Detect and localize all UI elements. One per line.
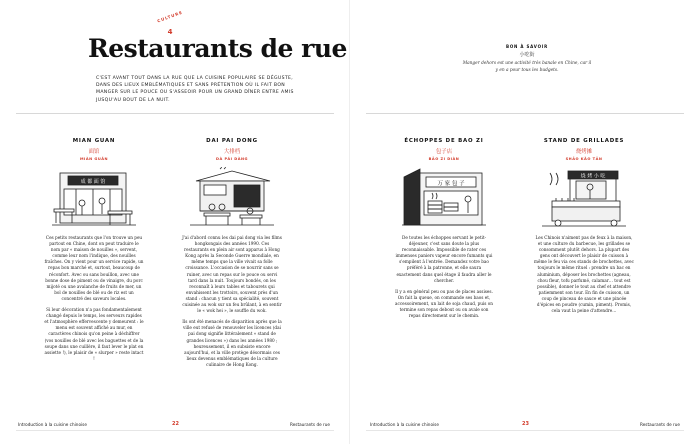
street-stall-illustration — [190, 167, 274, 231]
restaurant-chinese-name: 包子店 — [435, 149, 453, 155]
right-page — [350, 0, 700, 444]
paragraph: Il y a en général peu ou pas de places assises. On fait la queue, on commande ses baos et, accessoirement, un lait de soja chaud, puis on termine son repas debout ou on avale son repas directement sur le chemin. — [395, 288, 493, 319]
paragraph: Les Chinois n'aiment pas de feux à la maison, et une culture du barbecue, les grillades se consomment plutôt dehors. La plupart des gens ont découvert le plaisir de cuisson à même le feu via ces stands de brochettes, avec toujours le même rituel : prendre un bac en aluminium, déposer les brochettes (agneau, chou fleur, tofu parfumé, calamar… tout est possible), donner le tout au chef et attendre patiemment son tour. En fin de cuisson, un coup de pinceau de sauce et une pincée d'épices en poudre (cumin, piment). Promis, cela vaut la peine d'attendre… — [534, 235, 635, 314]
grill-stand-illustration — [542, 167, 626, 231]
restaurant-name: MIAN GUAN — [72, 138, 116, 144]
bao-shop-illustration — [402, 167, 486, 231]
footer-section: Introduction à la cuisine chinoise — [370, 422, 439, 427]
noodle-shop-illustration — [52, 167, 136, 231]
restaurant-description — [534, 235, 634, 314]
restaurant-chinese-name: 面馆 — [88, 149, 100, 155]
restaurant-mian-guan — [44, 138, 144, 367]
footer-line — [16, 430, 334, 431]
footer-line — [366, 430, 684, 431]
footer-section: Introduction à la cuisine chinoise — [18, 422, 87, 427]
chapter-label: CULTURE — [156, 9, 184, 24]
running-head: Restaurants de rue — [290, 422, 330, 427]
running-head: Restaurants de rue — [640, 422, 680, 427]
separator-line — [16, 113, 334, 114]
restaurant-pinyin: BĀO ZI DIÀN — [428, 157, 460, 161]
restaurant-pinyin: SHĀO KǍO TĀN — [565, 157, 603, 161]
restaurant-name: ÉCHOPPES DE BAO ZI — [404, 138, 484, 144]
tip-text: Manger dehors est une activité très banale en Chine, car il y en a pour tous les budgets. — [462, 61, 592, 73]
restaurant-pinyin: MIÀN GUǍN — [79, 157, 109, 161]
paragraph: Ils ont été menacés de disparition après que la ville eut refusé de renouveler les licences (dai pai dong signifie littéralement « stand de grandes licences ») dans les années 1980 ; heureusement, il en subsiste encore aujourd'hui, et la ville protège désormais ces lieux devenus emblématiques de la culture culinaire de Hong Kong. — [182, 319, 282, 367]
restaurant-grillades — [534, 138, 634, 319]
shop-sign-text: 烧 烤 小 吃 — [580, 173, 606, 180]
shop-sign-text: 成 都 面 馆 — [80, 179, 106, 185]
restaurant-chinese-name: 大排档 — [223, 149, 241, 155]
restaurant-chinese-name: 烧烤摊 — [575, 149, 593, 155]
paragraph: J'ai d'abord connu les dai pai dong via les films hongkongais des années 1990. Ces restaurants en plein air sont apparus à Hong Kong après la Seconde Guerre mondiale, en même temps que la ville vivait sa folle croissance. L'occasion de se nourrir sans se ruiner, avec un repas sur le pouce ou servi tard dans la nuit. Toujours bondés, on les reconnaît à leurs tables et tabourets qui envahissent les trottoirs, souvent près d'un stand : chacun y tient sa spécialité, souvent cuisinée au wok sur un feu brûlant, à en sentir le « wok hei », le souffle du wok. — [182, 235, 282, 314]
restaurant-description — [182, 235, 282, 368]
restaurant-description — [394, 235, 494, 319]
restaurant-name: DAI PAI DONG — [206, 138, 258, 144]
paragraph: De toutes les échoppes servant le petit-déjeuner, c'est sans doute la plus reconnaissable. Impossible de rater ces immenses paniers vapeur encore fumants qui s'empilent à l'entrée. Demandez votre bao préféré à la patronne, et elle saura exactement dans quel étage il faudra aller le chercher. — [395, 235, 493, 283]
separator-line — [366, 113, 684, 114]
chapter-number: 4 — [167, 28, 173, 36]
restaurant-name: STAND DE GRILLADES — [543, 138, 625, 144]
page-number: 23 — [522, 421, 529, 427]
restaurant-pinyin: DÀ PÁI DÀNG — [216, 157, 248, 161]
tip-label: BON À SAVOIR — [506, 44, 548, 49]
tip-chinese: 小吃街 — [519, 52, 535, 58]
intro-text: C'EST AVANT TOUT DANS LA RUE QUE LA CUISINE POPULAIRE SE DÉGUSTE, DANS DES LIEUX EMBLÉMATIQUES ET SANS PRÉTENTION OÙ IL FAIT BON MANGER SUR LE POUCE OU S'ASSEOIR POUR UN GRAND DÎNER ENTRE AMIS JUSQU'AU BOUT DE LA NUIT. — [96, 76, 294, 103]
paragraph: Ces petits restaurants que l'on trouve un peu partout en Chine, dont on peut traduire le nom par « maison de nouilles », servent, comme leur nom l'indique, des nouilles fraîches. On y vient pour un service rapide, un repas bon marché et, surtout, beaucoup de réconfort. Avec ou sans bouillon, avec une bonne dose de piment ou de vinaigre, du porc mijoté ou une avalanche de fruits de mer, un bol de nouilles de blé ou de riz est un concentré des saveurs locales. — [44, 235, 144, 301]
page-title: Restaurants de rue — [88, 34, 347, 63]
paragraph: Si leur décoration n'a pas fondamentalement changé depuis le temps, les serveurs rapides et l'atmosphère effervescente y demeurent : le menu est souvent affiché au mur, en caractères chinois qu'on peine à déchiffrer (vos nouilles de blé avec les baguettes et de la soupe dans une cuillère, il faut lever le plat en assiette !), le plaisir de « slurper » reste intact ! — [44, 307, 144, 361]
page-number: 22 — [172, 421, 179, 427]
tip-box — [462, 44, 592, 74]
restaurant-description — [44, 235, 144, 362]
shop-sign-text: 万 家 包 子 — [437, 181, 465, 187]
restaurant-bao-zi — [394, 138, 494, 324]
restaurant-dai-pai-dong — [182, 138, 282, 373]
